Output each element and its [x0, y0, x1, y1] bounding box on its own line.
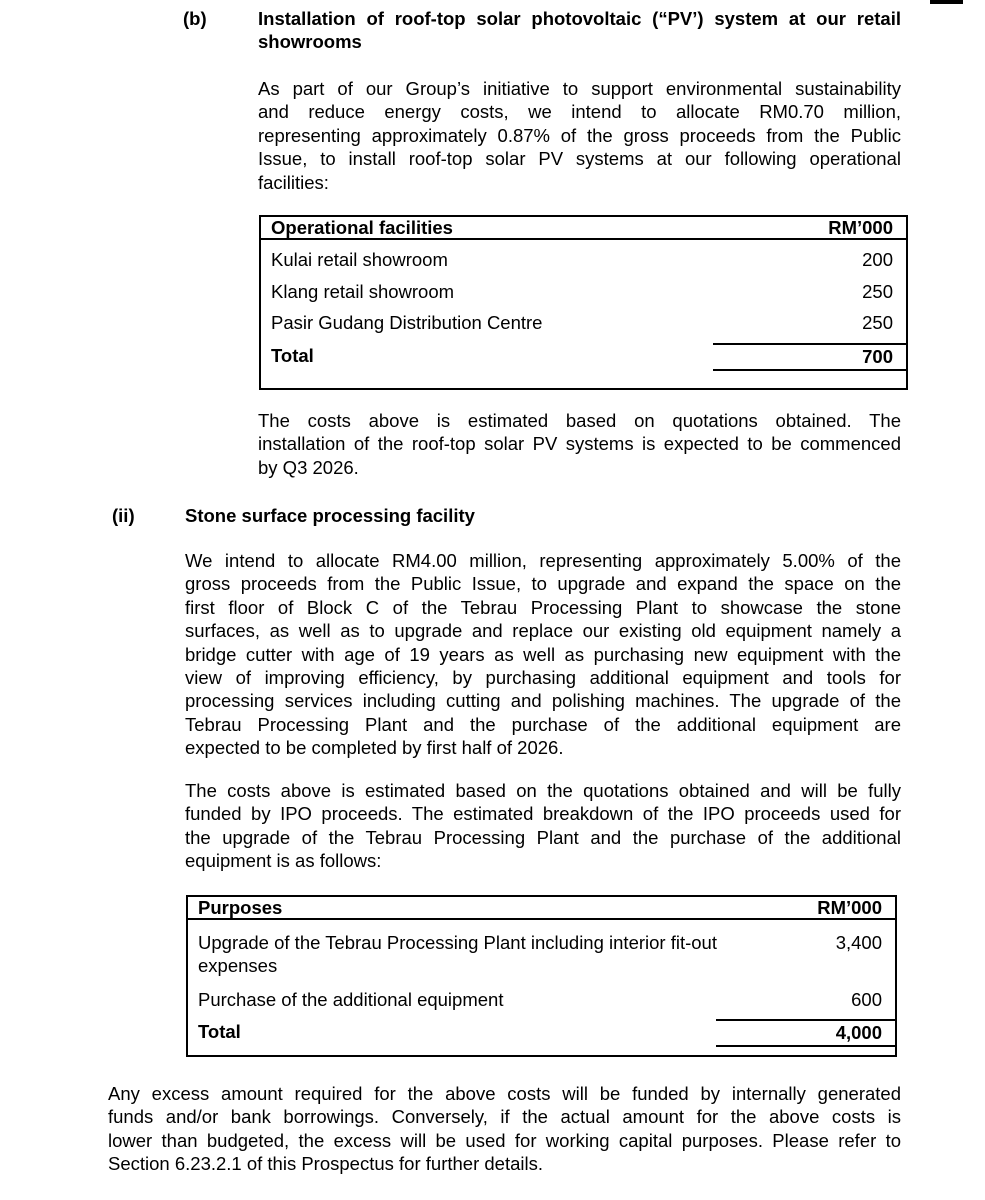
section-ii-paragraph-1 [185, 549, 901, 760]
section-b-paragraph-2 [258, 409, 901, 479]
section-ii-label: (ii) [112, 505, 135, 526]
section-ii-title: Stone surface processing facility [185, 505, 475, 526]
text-line: facilities: [258, 171, 329, 193]
row-label: Pasir Gudang Distribution Centre [271, 312, 543, 333]
total-label: Total [271, 344, 314, 366]
text-line: gross proceeds from the Public Issue, to upgrade and expand the space on the [185, 573, 901, 595]
text-line: Issue, to install roof-top solar PV systems at our following operational [258, 148, 901, 170]
text-line: the upgrade of the Tebrau Processing Plant and the purchase of the additional [185, 826, 901, 848]
row-label: Upgrade of the Tebrau Processing Plant including interior fit-out expenses [198, 932, 717, 976]
section-b-title [258, 7, 901, 54]
table-total-row [261, 343, 906, 371]
text-line: lower than budgeted, the excess will be used for working capital purposes. Please refer to [108, 1129, 901, 1151]
table-header-unit: RM’000 [817, 897, 882, 918]
text-line: Installation of roof-top solar photovoltaic (“PV’) system at our retail [258, 8, 901, 29]
row-value: 250 [862, 312, 893, 333]
table-ipo-proceeds-breakdown [186, 895, 897, 1057]
total-value: 700 [713, 343, 906, 371]
page-edge-artifact [930, 0, 963, 4]
row-value: 3,400 [835, 932, 882, 953]
text-line: The costs above is estimated based on quotations obtained. The [258, 410, 901, 431]
text-line: surfaces, as well as to upgrade and replace our existing old equipment namely a [185, 620, 901, 642]
text-line: funded by IPO proceeds. The estimated breakdown of the IPO proceeds used for [185, 803, 901, 825]
text-line: We intend to allocate RM4.00 million, representing approximately 5.00% of the [185, 550, 901, 571]
row-value: 600 [851, 989, 882, 1010]
text-line: by Q3 2026. [258, 456, 359, 478]
table-header-unit: RM’000 [828, 217, 893, 238]
table-row [261, 303, 906, 335]
text-line: installation of the roof-top solar PV systems is expected to be commenced [258, 433, 901, 455]
row-label: Kulai retail showroom [271, 249, 448, 270]
total-value: 4,000 [716, 1019, 895, 1047]
text-line: As part of our Group’s initiative to support environmental sustainability [258, 78, 901, 99]
text-line: processing services including cutting and polishing machines. The upgrade of the [185, 690, 901, 712]
text-line: bridge cutter with age of 19 years as well as purchasing new equipment with the [185, 643, 901, 665]
section-b-label: (b) [183, 8, 207, 29]
row-label: Purchase of the additional equipment [198, 989, 504, 1010]
text-line: first floor of Block C of the Tebrau Processing Plant to showcase the stone [185, 596, 901, 618]
text-line: The costs above is estimated based on the quotations obtained and will be fully [185, 780, 901, 801]
text-line: and reduce energy costs, we intend to allocate RM0.70 million, [258, 101, 901, 123]
table-header-row [188, 897, 895, 920]
table-row [188, 977, 895, 1011]
table-total-row [188, 1019, 895, 1047]
table-row [188, 920, 895, 977]
text-line: expected to be completed by first half of 2026. [185, 737, 564, 759]
section-b-paragraph-1 [258, 77, 901, 194]
text-line: showrooms [258, 31, 362, 53]
row-label: Klang retail showroom [271, 280, 455, 302]
closing-paragraph [108, 1082, 901, 1176]
total-label: Total [198, 1021, 241, 1042]
table-header-label: Purposes [198, 897, 283, 918]
row-value: 250 [862, 280, 893, 302]
text-line: Tebrau Processing Plant and the purchase of the additional equipment are [185, 713, 901, 735]
table-header-label: Operational facilities [271, 217, 453, 238]
table-operational-facilities [259, 215, 908, 390]
text-line: equipment is as follows: [185, 850, 382, 872]
table-row [261, 240, 906, 272]
table-header-row [261, 217, 906, 240]
text-line: Any excess amount required for the above costs will be funded by internally generated [108, 1083, 901, 1104]
table-row [261, 272, 906, 304]
section-ii-paragraph-2 [185, 779, 901, 873]
text-line: Section 6.23.2.1 of this Prospectus for further details. [108, 1153, 543, 1175]
text-line: view of improving efficiency, by purchasing additional equipment and tools for [185, 667, 901, 689]
text-line: representing approximately 0.87% of the gross proceeds from the Public [258, 124, 901, 146]
text-line: funds and/or bank borrowings. Conversely, if the actual amount for the above costs is [108, 1106, 901, 1128]
row-value: 200 [862, 249, 893, 270]
